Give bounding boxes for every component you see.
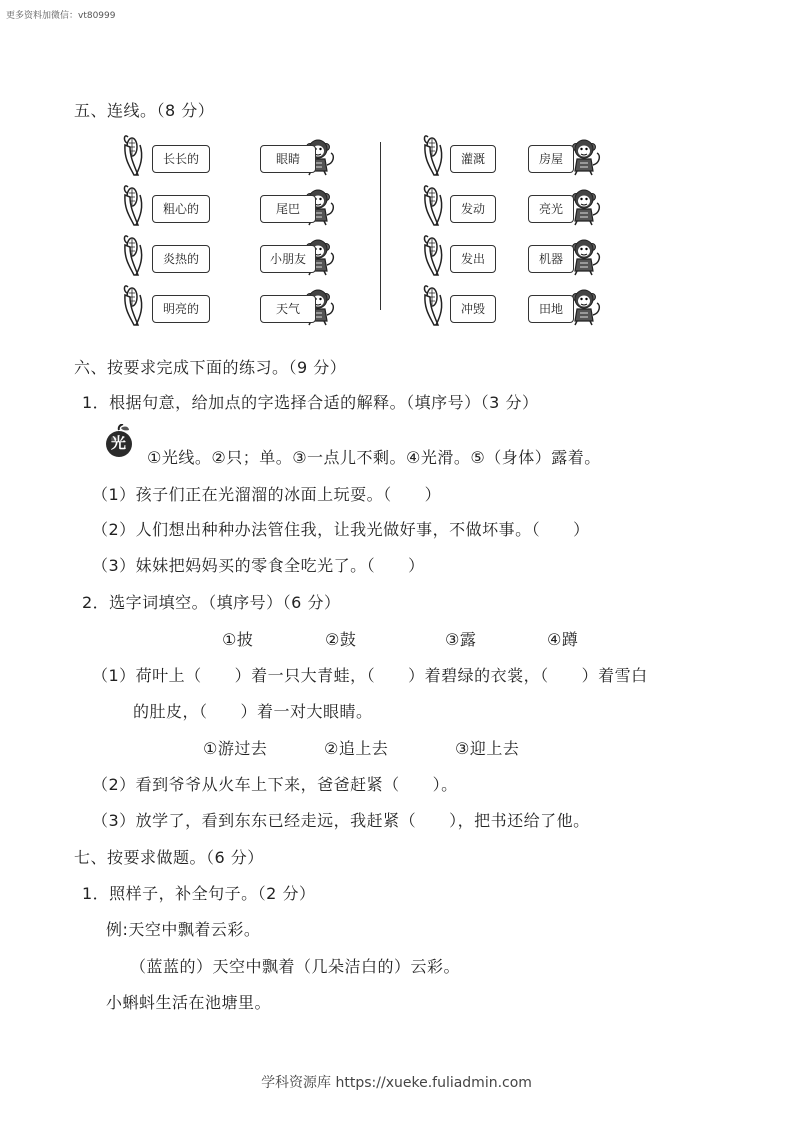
match-box-right-col2-2[interactable]: 亮光 — [528, 195, 574, 223]
q2-option-a3: ③露 — [445, 630, 477, 649]
q1-title: 1．根据句意，给加点的字选择合适的解释。（填序号）（3 分） — [82, 393, 539, 412]
monkey-icon — [572, 137, 602, 175]
match-box-left-col2-3[interactable]: 小朋友 — [260, 245, 316, 273]
match-box-right-col1-1[interactable]: 灌溉 — [450, 145, 496, 173]
corn-icon — [422, 133, 450, 177]
q2-option-a1: ①披 — [222, 630, 254, 649]
s7-task: 小蝌蚪生活在池塘里。 — [106, 993, 272, 1012]
q1-item-1: （1）孩子们正在光溜溜的冰面上玩耍。（ ） — [92, 485, 442, 504]
s7-q1-title: 1．照样子，补全句子。（2 分） — [82, 884, 316, 903]
corn-icon — [422, 183, 450, 227]
watermark-header: 更多资料加微信：vt80999 — [6, 11, 116, 21]
footer-url: 学科资源库 https://xueke.fuliadmin.com — [261, 1075, 532, 1091]
corn-icon — [122, 183, 150, 227]
corn-icon — [122, 133, 150, 177]
q2-item-3: （3）放学了，看到东东已经走远，我赶紧（ ），把书还给了他。 — [92, 811, 590, 830]
q2-item-1-line-2: 的肚皮，（ ）着一对大眼睛。 — [133, 702, 373, 721]
match-box-left-col1-3[interactable]: 炎热的 — [152, 245, 210, 273]
match-box-left-col1-2[interactable]: 粗心的 — [152, 195, 210, 223]
apple-badge — [102, 424, 136, 458]
match-box-left-col2-1[interactable]: 眼睛 — [260, 145, 316, 173]
q1-options: ①光线。②只；单。③一点儿不剩。④光滑。⑤（身体）露着。 — [147, 448, 601, 467]
match-box-left-col2-2[interactable]: 尾巴 — [260, 195, 316, 223]
matching-divider — [380, 142, 381, 310]
q1-item-3: （3）妹妹把妈妈买的零食全吃光了。（ ） — [92, 556, 425, 575]
section6-title: 六、按要求完成下面的练习。（9 分） — [74, 358, 347, 377]
match-box-left-col2-4[interactable]: 天气 — [260, 295, 316, 323]
section7-title: 七、按要求做题。（6 分） — [74, 848, 264, 867]
q2-option-a2: ②鼓 — [325, 630, 357, 649]
match-box-right-col2-4[interactable]: 田地 — [528, 295, 574, 323]
section5-title: 五、连线。（8 分） — [74, 101, 215, 120]
match-box-right-col1-4[interactable]: 冲毁 — [450, 295, 496, 323]
monkey-icon — [572, 287, 602, 325]
apple-badge-char: 光 — [111, 434, 127, 452]
corn-icon — [122, 233, 150, 277]
s7-example-answer: （蓝蓝的）天空中飘着（几朵洁白的）云彩。 — [130, 957, 461, 976]
match-box-left-col1-4[interactable]: 明亮的 — [152, 295, 210, 323]
q2-item-2: （2）看到爷爷从火车上下来，爸爸赶紧（ ）。 — [92, 775, 458, 794]
corn-icon — [422, 233, 450, 277]
monkey-icon — [572, 187, 602, 225]
q2-option-b1: ①游过去 — [203, 739, 268, 758]
q2-option-b3: ③迎上去 — [455, 739, 520, 758]
corn-icon — [422, 283, 450, 327]
monkey-icon — [572, 237, 602, 275]
q2-item-1-line-1: （1）荷叶上（ ）着一只大青蛙，（ ）着碧绿的衣裳，（ ）着雪白 — [92, 666, 648, 685]
match-box-right-col1-3[interactable]: 发出 — [450, 245, 496, 273]
q2-title: 2．选字词填空。（填序号）（6 分） — [82, 593, 341, 612]
match-box-left-col1-1[interactable]: 长长的 — [152, 145, 210, 173]
s7-example: 例:天空中飘着云彩。 — [106, 920, 261, 939]
match-box-right-col1-2[interactable]: 发动 — [450, 195, 496, 223]
corn-icon — [122, 283, 150, 327]
q2-option-b2: ②追上去 — [324, 739, 389, 758]
q2-option-a4: ④蹲 — [547, 630, 579, 649]
match-box-right-col2-3[interactable]: 机器 — [528, 245, 574, 273]
match-box-right-col2-1[interactable]: 房屋 — [528, 145, 574, 173]
q1-item-2: （2）人们想出种种办法管住我，让我光做好事，不做坏事。（ ） — [92, 520, 590, 539]
